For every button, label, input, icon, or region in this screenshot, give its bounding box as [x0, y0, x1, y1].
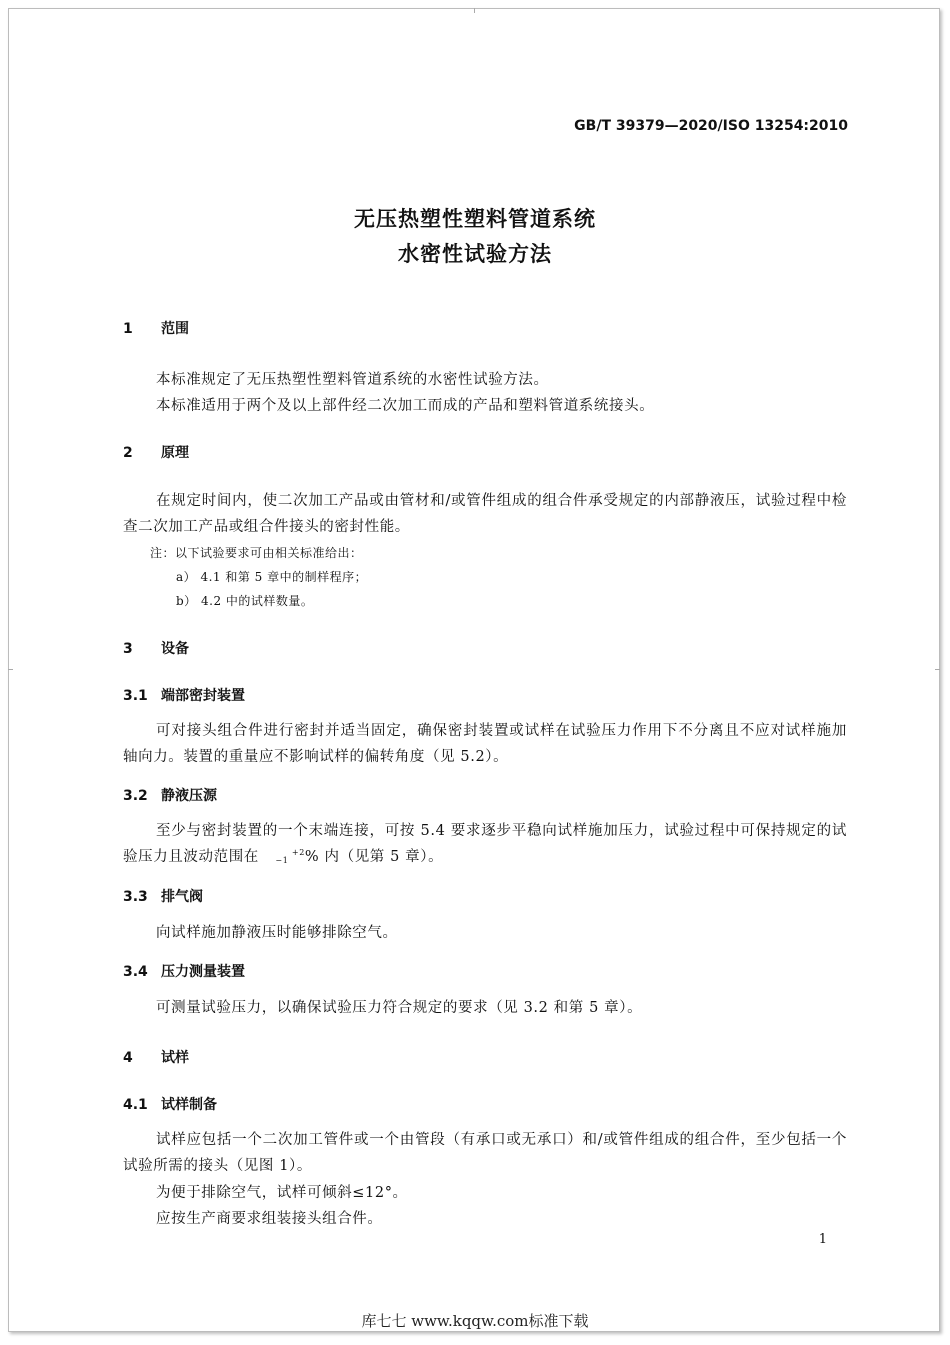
- section-4-heading: [123, 1047, 189, 1067]
- section-1-para-2: 本标准适用于两个及以上部件经二次加工而成的产品和塑料管道系统接头。: [156, 398, 655, 414]
- tolerance-lower: −1: [275, 856, 289, 865]
- subsection-3-1-para: 可对接头组合件进行密封并适当固定，确保密封装置或试样在试验压力作用下不分离且不应对试样施加轴向力。装置的重量应不影响试样的偏转角度（见 5.2）。: [123, 723, 847, 765]
- subsection-4-1-para-3: 应按生产商要求组装接头组合件。: [156, 1211, 383, 1227]
- subsection-number: 3.1: [123, 688, 148, 704]
- document-title-line2: 水密性试验方法: [398, 242, 552, 266]
- subsection-number: 3.2: [123, 788, 148, 804]
- subsection-3-1-heading: [123, 685, 245, 705]
- para-text: % 内（见第 5 章）。: [304, 849, 444, 865]
- section-title: 范围: [161, 321, 189, 337]
- subsection-3-3-heading: [123, 886, 203, 906]
- section-2-heading: [123, 442, 189, 462]
- footer-watermark: 库七七 www.kqqw.com标准下载: [361, 1312, 589, 1330]
- section-3-heading: [123, 638, 189, 658]
- tolerance: [259, 849, 305, 865]
- tolerance-upper: +2: [291, 848, 305, 857]
- subsection-3-4-heading: [123, 961, 245, 981]
- section-title: 原理: [161, 445, 189, 461]
- section-1-para-1: 本标准规定了无压热塑性塑料管道系统的水密性试验方法。: [156, 372, 549, 388]
- crop-mark: [935, 669, 940, 670]
- subsection-3-2-para: [123, 818, 847, 870]
- note-item-b: b） 4.2 中的试样数量。: [176, 594, 314, 608]
- section-2-para: 在规定时间内，使二次加工产品或由管材和/或管件组成的组合件承受规定的内部静液压，试验过程中检查二次加工产品或组合件接头的密封性能。: [123, 493, 847, 535]
- subsection-number: 3.4: [123, 964, 148, 980]
- section-title: 试样: [161, 1050, 189, 1066]
- subsection-3-3-para: 向试样施加静液压时能够排除空气。: [156, 925, 398, 941]
- section-number: 3: [123, 641, 133, 657]
- subsection-number: 3.3: [123, 889, 148, 905]
- crop-mark: [8, 669, 13, 670]
- subsection-title: 试样制备: [161, 1097, 217, 1113]
- page-number: 1: [818, 1232, 827, 1247]
- subsection-4-1-para-1: 试样应包括一个二次加工管件或一个由管段（有承口或无承口）和/或管件组成的组合件，至少包括一个试验所需的接头（见图 1）。: [123, 1132, 847, 1174]
- crop-mark: [474, 8, 475, 13]
- note-item-a: a） 4.1 和第 5 章中的制样程序；: [176, 570, 368, 584]
- subsection-number: 4.1: [123, 1097, 148, 1113]
- standard-number: GB/T 39379—2020/ISO 13254:2010: [574, 118, 848, 134]
- section-number: 1: [123, 321, 133, 337]
- subsection-title: 压力测量装置: [161, 964, 245, 980]
- subsection-title: 排气阀: [161, 889, 203, 905]
- section-1-heading: [123, 318, 189, 338]
- subsection-title: 静液压源: [161, 788, 217, 804]
- section-title: 设备: [161, 641, 189, 657]
- subsection-4-1-heading: [123, 1094, 217, 1114]
- subsection-4-1-para-2: 为便于排除空气，试样可倾斜≤12°。: [156, 1185, 408, 1201]
- subsection-title: 端部密封装置: [161, 688, 245, 704]
- para-text: 至少与密封装置的一个末端连接，可按 5.4 要求逐步平稳向试样施加压力，试验过程中可保持规定的试验压力且波动范围在: [123, 823, 847, 865]
- note-line: 注：以下试验要求可由相关标准给出：: [150, 546, 363, 560]
- document-title-line1: 无压热塑性塑料管道系统: [354, 207, 596, 231]
- subsection-3-4-para: 可测量试验压力，以确保试验压力符合规定的要求（见 3.2 和第 5 章）。: [156, 1000, 643, 1016]
- subsection-3-2-heading: [123, 785, 217, 805]
- section-number: 4: [123, 1050, 133, 1066]
- section-number: 2: [123, 445, 133, 461]
